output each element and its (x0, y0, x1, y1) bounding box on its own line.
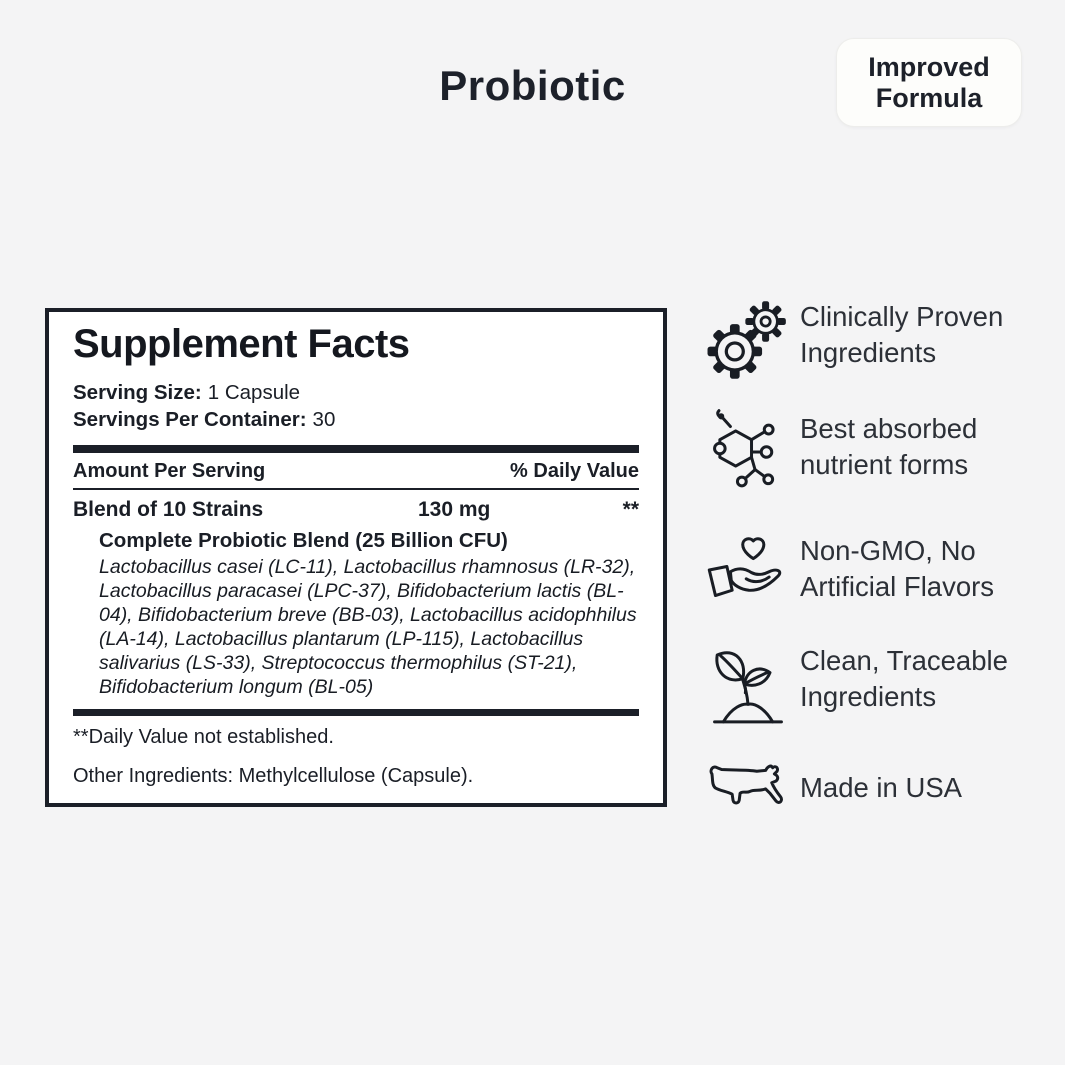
blend-title: Complete Probiotic Blend (25 Billion CFU) (99, 529, 508, 552)
blend-row (73, 490, 639, 522)
divider-thick-bottom (73, 709, 639, 716)
amount-per-serving-header: Amount Per Serving (73, 460, 266, 482)
divider-thick-top (73, 445, 639, 453)
blend-strains-list: Lactobacillus casei (LC-11), Lactobacillus rhamnosus (LR-32), Lactobacillus paracasei (LPC-37), Bifidobacterium lactis (BL-04), Bifidobacterium breve (BB-03), Lactobacillus acidophhilus (LA-14), Lactobacillus plantarum (LP-115), Lactobacillus salivarius (LS-33), Streptococcus thermophilus (ST-21), Bifidobacterium longum (BL-05) (99, 556, 637, 698)
supplement-facts-title: Supplement Facts (73, 322, 410, 366)
blend-amount: 130 mg (418, 498, 491, 521)
feature-text: Made in USA (800, 772, 963, 804)
daily-value-footnote: **Daily Value not established. (73, 726, 334, 748)
blend-daily-value: ** (622, 498, 639, 521)
servings-per-container-line: Servings Per Container: 30 (73, 408, 336, 431)
hand-heart-icon (704, 530, 800, 620)
feature-made-in-usa (704, 758, 1056, 818)
feature-clinically-proven (704, 296, 1056, 386)
other-ingredients-line: Other Ingredients: Methylcellulose (Capsule). (73, 765, 474, 787)
feature-text: Clinically Proven Ingredients (800, 301, 1004, 368)
facts-header-row (73, 453, 639, 490)
feature-text: Non-GMO, No Artificial Flavors (800, 535, 995, 602)
gears-icon (704, 296, 800, 386)
badge-text: Improved Formula (868, 51, 990, 113)
molecule-icon (704, 408, 800, 498)
supplement-facts-panel (45, 308, 667, 807)
blend-name: Blend of 10 Strains (73, 498, 264, 521)
feature-non-gmo (704, 530, 1056, 620)
feature-text: Best absorbed nutrient forms (800, 413, 978, 480)
sprout-icon (704, 640, 800, 730)
daily-value-header: % Daily Value (510, 460, 639, 482)
feature-best-absorbed (704, 408, 1056, 498)
improved-formula-badge (836, 38, 1022, 127)
usa-map-icon (704, 758, 800, 818)
serving-size-line: Serving Size: 1 Capsule (73, 381, 301, 404)
feature-clean-traceable (704, 640, 1056, 730)
page-title: Probiotic (439, 62, 626, 109)
feature-text: Clean, Traceable Ingredients (800, 645, 1008, 712)
